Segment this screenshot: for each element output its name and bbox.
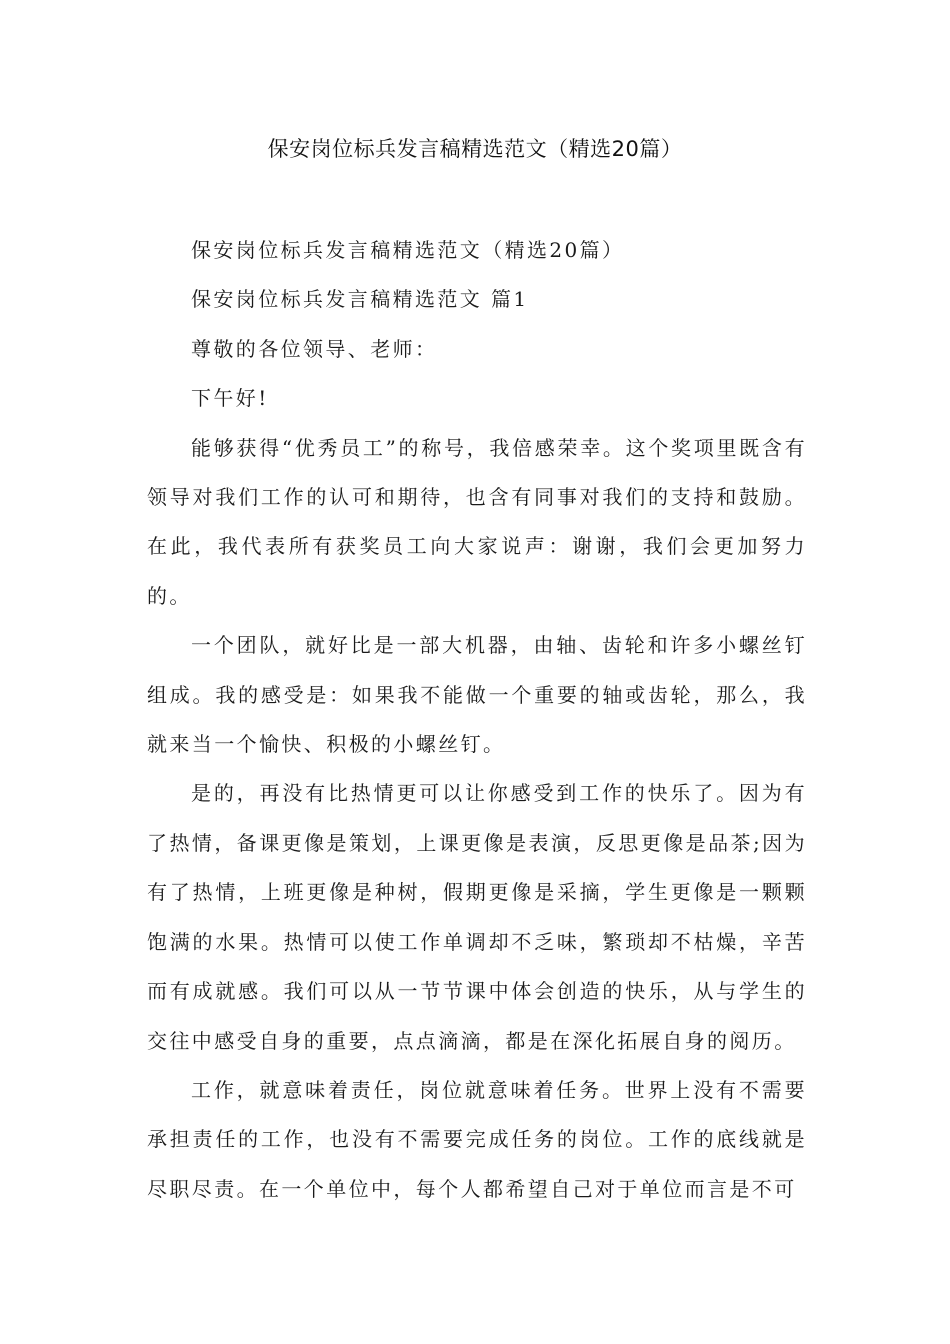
paragraph-body: 是的，再没有比热情更可以让你感受到工作的快乐了。因为有了热情，备课更像是策划，上课更像是表演，反思更像是品茶;因为有了热情，上班更像是种树，假期更像是采摘，学生更像是一颗颗饱满的水果。热情可以使工作单调却不乏味，繁琐却不枯燥，辛苦而有成就感。我们可以从一节节课中体会创造的快乐，从与学生的交往中感受自身的重要，点点滴滴，都是在深化拓展自身的阅历。 (147, 781, 807, 1053)
paragraph-subtitle: 保安岗位标兵发言稿精选范文（精选20篇） (191, 238, 625, 262)
paragraph-body: 一个团队，就好比是一部大机器，由轴、齿轮和许多小螺丝钉组成。我的感受是：如果我不能做一个重要的轴或齿轮，那么，我就来当一个愉快、积极的小螺丝钉。 (147, 633, 807, 757)
paragraph-greeting: 下午好! (191, 386, 269, 411)
document-body (147, 226, 807, 1214)
paragraph-body: 工作，就意味着责任，岗位就意味着任务。世界上没有不需要承担责任的工作，也没有不需要完成任务的岗位。工作的底线就是尽职尽责。在一个单位中，每个人都希望自己对于单位而言是不可 (147, 1077, 807, 1201)
document-title: 保安岗位标兵发言稿精选范文（精选20篇） (267, 137, 683, 161)
paragraph-body: 能够获得“优秀员工”的称号，我倍感荣幸。这个奖项里既含有领导对我们工作的认可和期待，也含有同事对我们的支持和鼓励。在此，我代表所有获奖员工向大家说声：谢谢，我们会更加努力的。 (147, 435, 807, 608)
paragraph-salutation: 尊敬的各位领导、老师： (191, 336, 438, 361)
paragraph-section-heading: 保安岗位标兵发言稿精选范文 篇1 (191, 287, 529, 312)
